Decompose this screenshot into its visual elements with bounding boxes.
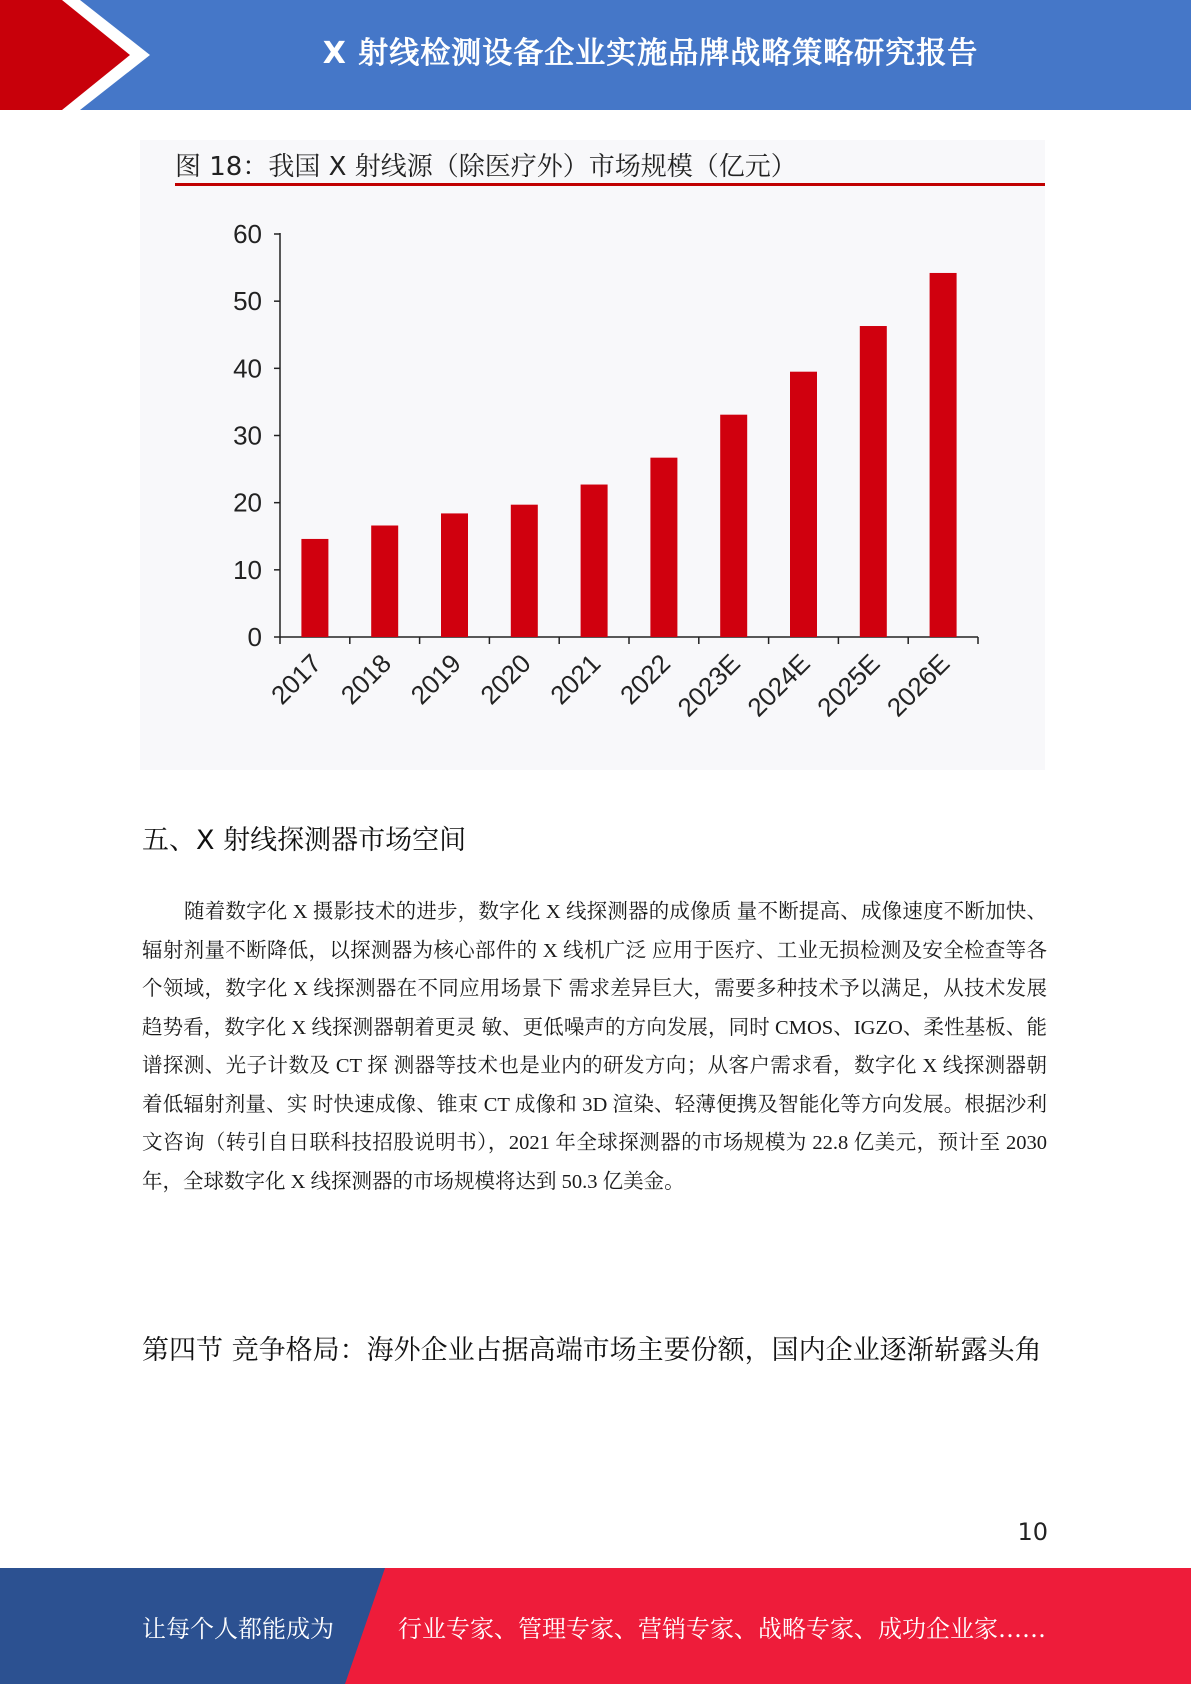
y-tick-label: 60 xyxy=(233,219,262,249)
bar-2025e xyxy=(860,326,887,637)
footer-slogan-left: 让每个人都能成为 xyxy=(142,1614,334,1643)
x-tick-label: 2020 xyxy=(474,648,537,711)
y-tick-label: 20 xyxy=(233,487,262,518)
page-header xyxy=(0,0,1191,110)
x-tick-label: 2022 xyxy=(614,648,677,711)
bar-2024e xyxy=(790,372,817,637)
bar-2021 xyxy=(581,485,608,637)
x-tick-label: 2024E xyxy=(741,648,816,723)
header-chevron-decoration xyxy=(0,0,160,110)
report-title: X 射线检测设备企业实施品牌战略策略研究报告 xyxy=(322,36,979,71)
bar-2022 xyxy=(650,458,677,637)
figure-title: 图 18：我国 X 射线源（除医疗外）市场规模（亿元） xyxy=(175,152,797,182)
x-tick-label: 2026E xyxy=(880,648,956,723)
bar-chart xyxy=(140,140,1045,770)
page-footer xyxy=(0,1568,1191,1684)
y-tick-label: 10 xyxy=(233,554,262,585)
bar-2023e xyxy=(720,415,747,637)
chapter-heading: 第四节 竞争格局：海外企业占据高端市场主要份额，国内企业逐渐崭露头角 xyxy=(142,1335,1042,1366)
x-tick-label: 2025E xyxy=(811,648,886,723)
y-tick-label: 30 xyxy=(233,420,262,451)
x-tick-label: 2021 xyxy=(544,648,607,711)
section-heading: 五、X 射线探测器市场空间 xyxy=(142,825,467,856)
section-paragraph: 随着数字化 X 摄影技术的进步，数字化 X 线探测器的成像质 量不断提高、成像速度不断加快、辐射剂量不断降低，以探测器为核心部件的 X 线机广泛 应用于医疗、工业无损检测及安全检查等各个领域，数字化 X 线探测器在不同应用场景下 需求差异巨大，需要多种技术予以满足，从技术发展趋势看，数字化 X 线探测器朝着更灵 敏、更低噪声的方向发展，同时 CMOS、IGZO、柔性基板、能谱探测、光子计数及 CT 探 测器等技术也是业内的研发方向；从客户需求看，数字化 X 线探测器朝着低辐射剂量、实 时快速成像、锥束 CT 成像和 3D 渲染、轻薄便携及智能化等方向发展。根据沙利文咨询（转引自日联科技招股说明书），2021 年全球探测器的市场规模为 22.8 亿美元，预计至 2030 年，全球数字化 X 线探测器的市场规模将达到 50.3 亿美金。 xyxy=(142,901,1047,1193)
x-tick-label: 2018 xyxy=(334,648,397,711)
y-tick-label: 40 xyxy=(233,353,262,384)
x-tick-label: 2023E xyxy=(671,648,746,723)
y-tick-label: 50 xyxy=(233,286,262,317)
page-number: 10 xyxy=(1017,1518,1048,1546)
y-tick-label: 0 xyxy=(247,622,262,652)
x-tick-label: 2017 xyxy=(265,648,328,711)
bar-2026e xyxy=(930,273,957,637)
bar-2019 xyxy=(441,513,468,637)
footer-slogan-right: 行业专家、管理专家、营销专家、战略专家、成功企业家…… xyxy=(398,1614,1046,1643)
bar-2020 xyxy=(511,505,538,637)
figure-18 xyxy=(140,140,1045,770)
bar-2018 xyxy=(371,526,398,637)
x-tick-label: 2019 xyxy=(404,648,467,711)
bar-2017 xyxy=(301,539,328,637)
